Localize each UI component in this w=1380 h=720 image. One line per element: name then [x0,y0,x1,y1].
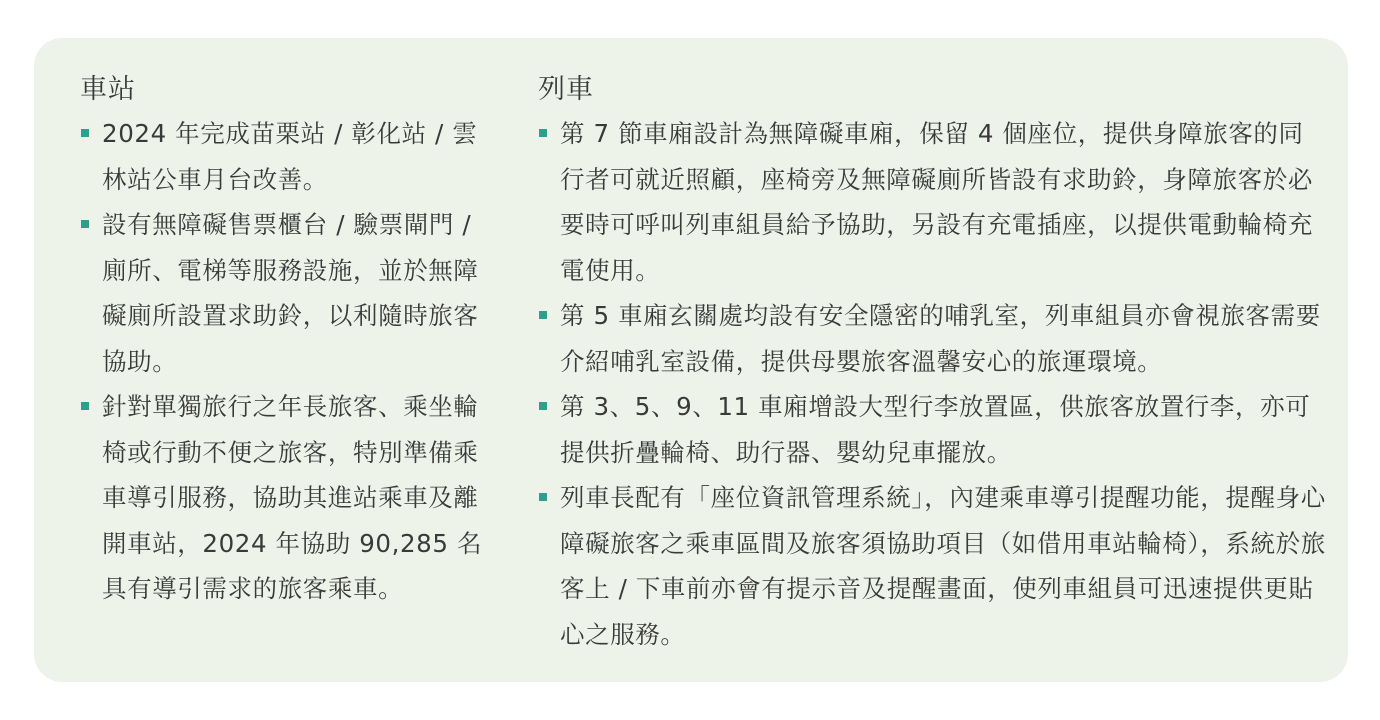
train-item-text: 第 7 節車廂設計為無障礙車廂，保留 4 個座位，提供身障旅客的同行者可就近照顧，座椅旁及無障礙廁所皆設有求助鈴，身障旅客於必要時可呼叫列車組員給予協助，另設有充電插座，以提供電動輪椅充電使用。 [560,119,1313,285]
train-column [538,72,1328,657]
bullet-square-icon [539,129,547,137]
info-card [34,38,1348,682]
bullet-square-icon [539,311,547,319]
station-item-text: 2024 年完成苗栗站 / 彰化站 / 雲林站公車月台改善。 [102,119,478,194]
station-list [80,111,500,612]
train-item [538,475,1328,657]
station-heading: 車站 [80,74,136,105]
bullet-square-icon [81,402,89,410]
train-item-text: 列車長配有「座位資訊管理系統」，內建乘車導引提醒功能，提醒身心障礙旅客之乘車區間及旅客須協助項目（如借用車站輪椅），系統於旅客上 / 下車前亦會有提示音及提醒畫面，使列車組員可迅速提供更貼心之服務。 [560,483,1326,649]
station-item-text: 針對單獨旅行之年長旅客、乘坐輪椅或行動不便之旅客，特別準備乘車導引服務，協助其進站乘車及離開車站，2024 年協助 90,285 名具有導引需求的旅客乘車。 [102,392,483,603]
train-item [538,111,1328,293]
bullet-square-icon [539,402,547,410]
station-item-text: 設有無障礙售票櫃台 / 驗票閘門 / 廁所、電梯等服務設施，並於無障礙廁所設置求助鈴，以利隨時旅客協助。 [102,210,479,376]
train-item-text: 第 3、5、9、11 車廂增設大型行李放置區，供旅客放置行李，亦可提供折疊輪椅、助行器、嬰幼兒車擺放。 [560,392,1311,467]
station-item [80,111,500,202]
station-column [80,72,500,612]
bullet-square-icon [539,493,547,501]
train-item [538,293,1328,384]
station-item [80,202,500,384]
train-item-text: 第 5 車廂玄關處均設有安全隱密的哺乳室，列車組員亦會視旅客需要介紹哺乳室設備，提供母嬰旅客溫馨安心的旅運環境。 [560,301,1321,376]
station-item [80,384,500,612]
train-item [538,384,1328,475]
train-heading: 列車 [538,74,594,105]
bullet-square-icon [81,220,89,228]
train-list [538,111,1328,657]
bullet-square-icon [81,129,89,137]
